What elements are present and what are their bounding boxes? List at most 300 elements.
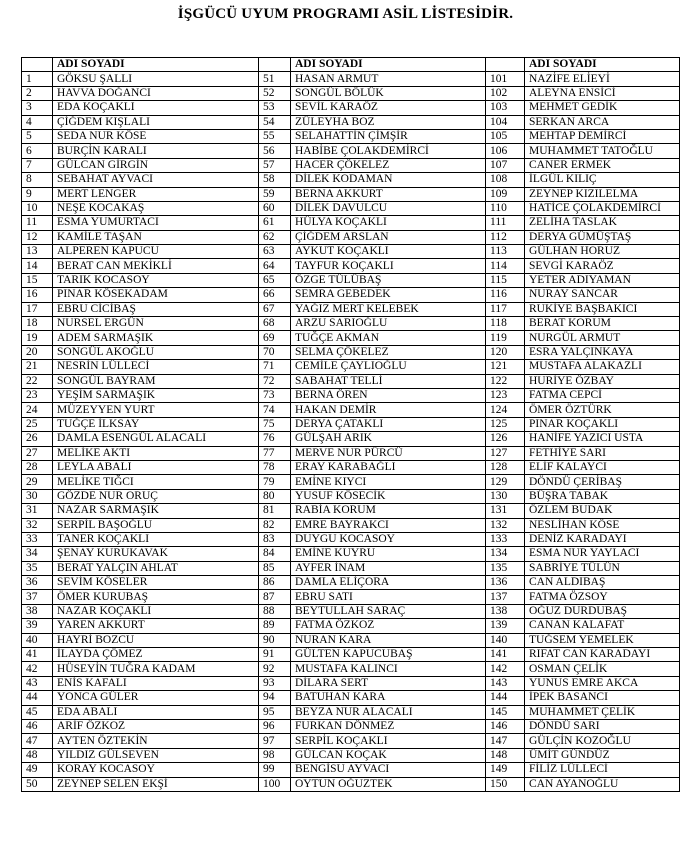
participant-name-cell: ESMA YUMURTACI xyxy=(53,216,259,230)
participant-name-cell: FATMA ÖZSOY xyxy=(525,590,680,604)
row-number-cell: 148 xyxy=(486,748,525,762)
table-row xyxy=(22,288,680,302)
row-number-cell: 12 xyxy=(22,230,53,244)
participant-name-cell: HABİBE ÇOLAKDEMİRCİ xyxy=(291,144,486,158)
row-number-cell: 108 xyxy=(486,173,525,187)
participant-name-cell: EMRE BAYRAKCI xyxy=(291,518,486,532)
row-number-cell: 23 xyxy=(22,388,53,402)
row-number-cell: 52 xyxy=(259,86,291,100)
participant-name-cell: SEDA NUR KÖSE xyxy=(53,129,259,143)
participant-name-cell: DUYGU KOCASOY xyxy=(291,532,486,546)
header-number-cell xyxy=(259,58,291,72)
row-number-cell: 70 xyxy=(259,345,291,359)
row-number-cell: 93 xyxy=(259,676,291,690)
participant-name-cell: NURGÜL ARMUT xyxy=(525,331,680,345)
row-number-cell: 24 xyxy=(22,403,53,417)
row-number-cell: 98 xyxy=(259,748,291,762)
row-number-cell: 79 xyxy=(259,475,291,489)
row-number-cell: 90 xyxy=(259,633,291,647)
row-number-cell: 46 xyxy=(22,719,53,733)
row-number-cell: 150 xyxy=(486,777,525,791)
row-number-cell: 131 xyxy=(486,504,525,518)
row-number-cell: 120 xyxy=(486,345,525,359)
participant-name-cell: GÜLCAN KOÇAK xyxy=(291,748,486,762)
row-number-cell: 71 xyxy=(259,360,291,374)
participant-name-cell: DERYA GÜMÜŞTAŞ xyxy=(525,230,680,244)
row-number-cell: 63 xyxy=(259,245,291,259)
table-row xyxy=(22,345,680,359)
participant-name-cell: AYTEN ÖZTEKİN xyxy=(53,734,259,748)
header-number-cell xyxy=(486,58,525,72)
participant-name-cell: FİLİZ LÜLLECİ xyxy=(525,763,680,777)
participant-name-cell: NEŞE KOCAKAŞ xyxy=(53,201,259,215)
row-number-cell: 59 xyxy=(259,187,291,201)
participant-name-cell: ESMA NUR YAYLACI xyxy=(525,547,680,561)
table-row xyxy=(22,734,680,748)
row-number-cell: 132 xyxy=(486,518,525,532)
row-number-cell: 62 xyxy=(259,230,291,244)
row-number-cell: 135 xyxy=(486,561,525,575)
participant-name-cell: SEMRA GEBEDEK xyxy=(291,288,486,302)
row-number-cell: 142 xyxy=(486,662,525,676)
participant-name-cell: OYTUN OĞUZTEK xyxy=(291,777,486,791)
participant-name-cell: DERYA ÇATAKLI xyxy=(291,417,486,431)
row-number-cell: 22 xyxy=(22,374,53,388)
table-row xyxy=(22,388,680,402)
row-number-cell: 118 xyxy=(486,317,525,331)
table-row xyxy=(22,101,680,115)
participant-name-cell: HANİFE YAZICI USTA xyxy=(525,432,680,446)
participant-name-cell: SEVİM KÖSELER xyxy=(53,576,259,590)
participant-name-cell: CANAN KALAFAT xyxy=(525,619,680,633)
row-number-cell: 102 xyxy=(486,86,525,100)
participant-name-cell: GÜLÇİN KOZOĞLU xyxy=(525,734,680,748)
participant-name-cell: GÜLHAN HORUZ xyxy=(525,245,680,259)
row-number-cell: 121 xyxy=(486,360,525,374)
table-row xyxy=(22,273,680,287)
row-number-cell: 6 xyxy=(22,144,53,158)
participant-name-cell: BURÇİN KARALI xyxy=(53,144,259,158)
row-number-cell: 45 xyxy=(22,705,53,719)
participant-name-cell: ÇİĞDEM KIŞLALI xyxy=(53,115,259,129)
participant-name-cell: FETHİYE SARI xyxy=(525,446,680,460)
table-row xyxy=(22,72,680,86)
row-number-cell: 143 xyxy=(486,676,525,690)
row-number-cell: 49 xyxy=(22,763,53,777)
row-number-cell: 115 xyxy=(486,273,525,287)
row-number-cell: 35 xyxy=(22,561,53,575)
participant-name-cell: YEŞİM SARMAŞIK xyxy=(53,388,259,402)
participant-name-cell: SERKAN ARCA xyxy=(525,115,680,129)
participant-name-cell: BERAT CAN MEKİKLİ xyxy=(53,259,259,273)
row-number-cell: 96 xyxy=(259,719,291,733)
row-number-cell: 1 xyxy=(22,72,53,86)
participant-name-cell: ÇİĞDEM ARSLAN xyxy=(291,230,486,244)
row-number-cell: 92 xyxy=(259,662,291,676)
row-number-cell: 123 xyxy=(486,388,525,402)
participant-name-cell: MELİKE TIĞCI xyxy=(53,475,259,489)
participant-name-cell: HAYRİ BOZCU xyxy=(53,633,259,647)
row-number-cell: 104 xyxy=(486,115,525,129)
row-number-cell: 78 xyxy=(259,460,291,474)
table-row xyxy=(22,115,680,129)
table-row xyxy=(22,619,680,633)
row-number-cell: 82 xyxy=(259,518,291,532)
row-number-cell: 4 xyxy=(22,115,53,129)
participant-name-cell: ÖMER KURUBAŞ xyxy=(53,590,259,604)
row-number-cell: 146 xyxy=(486,719,525,733)
row-number-cell: 94 xyxy=(259,691,291,705)
participant-name-cell: SEVGİ KARAÖZ xyxy=(525,259,680,273)
row-number-cell: 147 xyxy=(486,734,525,748)
participant-name-cell: PINAR KÖSEKADAM xyxy=(53,288,259,302)
row-number-cell: 37 xyxy=(22,590,53,604)
row-number-cell: 48 xyxy=(22,748,53,762)
table-row xyxy=(22,302,680,316)
row-number-cell: 10 xyxy=(22,201,53,215)
participant-name-cell: MERVE NUR PÜRCÜ xyxy=(291,446,486,460)
row-number-cell: 30 xyxy=(22,489,53,503)
row-number-cell: 15 xyxy=(22,273,53,287)
participant-name-cell: NAZAR SARMAŞIK xyxy=(53,504,259,518)
row-number-cell: 84 xyxy=(259,547,291,561)
row-number-cell: 87 xyxy=(259,590,291,604)
table-row xyxy=(22,216,680,230)
participant-name-cell: NAZİFE ELİEYİ xyxy=(525,72,680,86)
row-number-cell: 125 xyxy=(486,417,525,431)
participant-name-cell: DİLARA SERT xyxy=(291,676,486,690)
participant-name-cell: OSMAN ÇELİK xyxy=(525,662,680,676)
table-row xyxy=(22,719,680,733)
participant-name-cell: SELMA ÇÖKELEZ xyxy=(291,345,486,359)
header-name-cell: ADI SOYADI xyxy=(53,58,259,72)
table-row xyxy=(22,173,680,187)
participant-name-cell: DÖNDÜ SARI xyxy=(525,719,680,733)
participant-name-cell: GÜLŞAH ARIK xyxy=(291,432,486,446)
participant-name-cell: RUKİYE BAŞBAKICI xyxy=(525,302,680,316)
participant-name-cell: YUNUS EMRE AKCA xyxy=(525,676,680,690)
row-number-cell: 119 xyxy=(486,331,525,345)
table-row xyxy=(22,561,680,575)
row-number-cell: 122 xyxy=(486,374,525,388)
row-number-cell: 32 xyxy=(22,518,53,532)
participant-name-cell: ERAY KARABAĞLI xyxy=(291,460,486,474)
row-number-cell: 105 xyxy=(486,129,525,143)
participant-name-cell: GÜLTEN KAPUCUBAŞ xyxy=(291,648,486,662)
participant-name-cell: AYFER İNAM xyxy=(291,561,486,575)
row-number-cell: 74 xyxy=(259,403,291,417)
participant-name-cell: NURAY SANCAR xyxy=(525,288,680,302)
participant-name-cell: RABİA KORUM xyxy=(291,504,486,518)
table-row xyxy=(22,691,680,705)
row-number-cell: 34 xyxy=(22,547,53,561)
row-number-cell: 88 xyxy=(259,604,291,618)
participant-name-cell: MÜZEYYEN YURT xyxy=(53,403,259,417)
participant-name-cell: TARIK KOCASOY xyxy=(53,273,259,287)
row-number-cell: 73 xyxy=(259,388,291,402)
table-row xyxy=(22,432,680,446)
participant-name-cell: ADEM SARMAŞIK xyxy=(53,331,259,345)
participant-table xyxy=(21,57,680,792)
row-number-cell: 100 xyxy=(259,777,291,791)
participant-name-cell: EMİNE KUYRU xyxy=(291,547,486,561)
row-number-cell: 25 xyxy=(22,417,53,431)
participant-name-cell: ARZU SARIOĞLU xyxy=(291,317,486,331)
participant-name-cell: CAN AYANOĞLU xyxy=(525,777,680,791)
participant-name-cell: BERNA AKKURT xyxy=(291,187,486,201)
row-number-cell: 95 xyxy=(259,705,291,719)
participant-name-cell: İLGÜL KILIÇ xyxy=(525,173,680,187)
row-number-cell: 3 xyxy=(22,101,53,115)
row-number-cell: 53 xyxy=(259,101,291,115)
row-number-cell: 80 xyxy=(259,489,291,503)
participant-name-cell: ZÜLEYHA BOZ xyxy=(291,115,486,129)
participant-name-cell: SERPİL KOÇAKLI xyxy=(291,734,486,748)
row-number-cell: 127 xyxy=(486,446,525,460)
participant-name-cell: KAMİLE TAŞAN xyxy=(53,230,259,244)
participant-name-cell: ZEYNEP SELEN EKŞİ xyxy=(53,777,259,791)
participant-name-cell: ÖMER ÖZTÜRK xyxy=(525,403,680,417)
row-number-cell: 19 xyxy=(22,331,53,345)
row-number-cell: 137 xyxy=(486,590,525,604)
participant-name-cell: TUĞSEM YEMELEK xyxy=(525,633,680,647)
participant-name-cell: GÖZDE NUR ORUÇ xyxy=(53,489,259,503)
header-name-cell: ADI SOYADI xyxy=(291,58,486,72)
participant-name-cell: NURAN KARA xyxy=(291,633,486,647)
document-title: İŞGÜCÜ UYUM PROGRAMI ASİL LİSTESİDİR. xyxy=(177,6,514,22)
participant-name-cell: BATUHAN KARA xyxy=(291,691,486,705)
participant-name-cell: HAKAN DEMİR xyxy=(291,403,486,417)
table-row xyxy=(22,662,680,676)
participant-name-cell: İLAYDA ÇÖMEZ xyxy=(53,648,259,662)
participant-name-cell: HÜLYA KOÇAKLI xyxy=(291,216,486,230)
table-row xyxy=(22,331,680,345)
table-row xyxy=(22,144,680,158)
participant-name-cell: EDA ABALI xyxy=(53,705,259,719)
row-number-cell: 39 xyxy=(22,619,53,633)
row-number-cell: 124 xyxy=(486,403,525,417)
participant-name-cell: CANER ERMEK xyxy=(525,158,680,172)
participant-name-cell: BERAT KORUM xyxy=(525,317,680,331)
participant-name-cell: FATMA CEPCİ xyxy=(525,388,680,402)
table-row xyxy=(22,446,680,460)
table-row xyxy=(22,676,680,690)
participant-name-cell: BEYTULLAH SARAÇ xyxy=(291,604,486,618)
row-number-cell: 38 xyxy=(22,604,53,618)
participant-name-cell: GÖKSU ŞALLI xyxy=(53,72,259,86)
table-row xyxy=(22,317,680,331)
participant-name-cell: ÜMİT GÜNDÜZ xyxy=(525,748,680,762)
participant-name-cell: ALEYNA ENSİCİ xyxy=(525,86,680,100)
row-number-cell: 8 xyxy=(22,173,53,187)
row-number-cell: 56 xyxy=(259,144,291,158)
row-number-cell: 139 xyxy=(486,619,525,633)
row-number-cell: 109 xyxy=(486,187,525,201)
row-number-cell: 5 xyxy=(22,129,53,143)
participant-name-cell: YUSUF KÖSECİK xyxy=(291,489,486,503)
row-number-cell: 75 xyxy=(259,417,291,431)
row-number-cell: 42 xyxy=(22,662,53,676)
table-row xyxy=(22,417,680,431)
row-number-cell: 72 xyxy=(259,374,291,388)
participant-name-cell: SERPİL BAŞOĞLU xyxy=(53,518,259,532)
participant-name-cell: DAMLA ELİÇORA xyxy=(291,576,486,590)
row-number-cell: 2 xyxy=(22,86,53,100)
row-number-cell: 40 xyxy=(22,633,53,647)
row-number-cell: 67 xyxy=(259,302,291,316)
table-row xyxy=(22,604,680,618)
participant-name-cell: ARİF ÖZKOZ xyxy=(53,719,259,733)
table-row xyxy=(22,129,680,143)
table-row xyxy=(22,245,680,259)
row-number-cell: 9 xyxy=(22,187,53,201)
row-number-cell: 61 xyxy=(259,216,291,230)
participant-name-cell: SEBAHAT AYVACI xyxy=(53,173,259,187)
row-number-cell: 16 xyxy=(22,288,53,302)
participant-name-cell: CEMİLE ÇAYLIOĞLU xyxy=(291,360,486,374)
participant-name-cell: LEYLA ABALI xyxy=(53,460,259,474)
row-number-cell: 33 xyxy=(22,532,53,546)
row-number-cell: 76 xyxy=(259,432,291,446)
row-number-cell: 18 xyxy=(22,317,53,331)
row-number-cell: 91 xyxy=(259,648,291,662)
row-number-cell: 149 xyxy=(486,763,525,777)
participant-name-cell: DÖNDÜ ÇERİBAŞ xyxy=(525,475,680,489)
row-number-cell: 57 xyxy=(259,158,291,172)
participant-name-cell: DAMLA ESENGÜL ALACALI xyxy=(53,432,259,446)
row-number-cell: 36 xyxy=(22,576,53,590)
participant-name-cell: SABRİYE TÜLÜN xyxy=(525,561,680,575)
row-number-cell: 126 xyxy=(486,432,525,446)
row-number-cell: 97 xyxy=(259,734,291,748)
participant-name-cell: MERT LENGER xyxy=(53,187,259,201)
row-number-cell: 128 xyxy=(486,460,525,474)
participant-name-cell: TANER KOÇAKLI xyxy=(53,532,259,546)
participant-name-cell: NESRİN LÜLLECİ xyxy=(53,360,259,374)
participant-name-cell: SONGÜL BAYRAM xyxy=(53,374,259,388)
row-number-cell: 21 xyxy=(22,360,53,374)
participant-name-cell: ŞENAY KURUKAVAK xyxy=(53,547,259,561)
row-number-cell: 20 xyxy=(22,345,53,359)
row-number-cell: 50 xyxy=(22,777,53,791)
table-row xyxy=(22,475,680,489)
participant-name-cell: PINAR KOÇAKLI xyxy=(525,417,680,431)
participant-name-cell: YAĞIZ MERT KELEBEK xyxy=(291,302,486,316)
participant-name-cell: MEHTAP DEMİRCİ xyxy=(525,129,680,143)
row-number-cell: 133 xyxy=(486,532,525,546)
table-row xyxy=(22,489,680,503)
row-number-cell: 134 xyxy=(486,547,525,561)
table-row xyxy=(22,259,680,273)
table-row xyxy=(22,374,680,388)
row-number-cell: 31 xyxy=(22,504,53,518)
participant-name-cell: SELAHATTİN ÇİMŞİR xyxy=(291,129,486,143)
row-number-cell: 107 xyxy=(486,158,525,172)
row-number-cell: 7 xyxy=(22,158,53,172)
row-number-cell: 81 xyxy=(259,504,291,518)
participant-name-cell: BERAT YALÇIN AHLAT xyxy=(53,561,259,575)
row-number-cell: 111 xyxy=(486,216,525,230)
row-number-cell: 44 xyxy=(22,691,53,705)
participant-name-cell: BENGİSU AYVACI xyxy=(291,763,486,777)
participant-name-cell: İPEK BASANCI xyxy=(525,691,680,705)
participant-name-cell: ÖZGE TÜLÜBAŞ xyxy=(291,273,486,287)
participant-name-cell: DENİZ KARADAYI xyxy=(525,532,680,546)
row-number-cell: 47 xyxy=(22,734,53,748)
row-number-cell: 138 xyxy=(486,604,525,618)
participant-name-cell: ZELİHA TASLAK xyxy=(525,216,680,230)
header-number-cell xyxy=(22,58,53,72)
table-row xyxy=(22,518,680,532)
participant-name-cell: EMİNE KIYCI xyxy=(291,475,486,489)
table-row xyxy=(22,86,680,100)
row-number-cell: 58 xyxy=(259,173,291,187)
participant-name-cell: SONGÜL AKOĞLU xyxy=(53,345,259,359)
table-row xyxy=(22,201,680,215)
row-number-cell: 110 xyxy=(486,201,525,215)
row-number-cell: 41 xyxy=(22,648,53,662)
row-number-cell: 55 xyxy=(259,129,291,143)
row-number-cell: 28 xyxy=(22,460,53,474)
row-number-cell: 144 xyxy=(486,691,525,705)
row-number-cell: 140 xyxy=(486,633,525,647)
participant-name-cell: HASAN ARMUT xyxy=(291,72,486,86)
table-row xyxy=(22,532,680,546)
row-number-cell: 136 xyxy=(486,576,525,590)
table-row xyxy=(22,360,680,374)
participant-name-cell: NAZAR KOÇAKLI xyxy=(53,604,259,618)
table-row xyxy=(22,763,680,777)
participant-name-cell: HACER ÇÖKELEZ xyxy=(291,158,486,172)
row-number-cell: 51 xyxy=(259,72,291,86)
participant-name-cell: NESLİHAN KÖSE xyxy=(525,518,680,532)
row-number-cell: 83 xyxy=(259,532,291,546)
table-row xyxy=(22,633,680,647)
table-row xyxy=(22,576,680,590)
participant-name-cell: EBRU SATI xyxy=(291,590,486,604)
participant-name-cell: MEHMET GEDİK xyxy=(525,101,680,115)
row-number-cell: 17 xyxy=(22,302,53,316)
row-number-cell: 85 xyxy=(259,561,291,575)
participant-name-cell: YONCA GÜLER xyxy=(53,691,259,705)
row-number-cell: 117 xyxy=(486,302,525,316)
participant-name-cell: FURKAN DÖNMEZ xyxy=(291,719,486,733)
row-number-cell: 103 xyxy=(486,101,525,115)
participant-name-cell: BERNA ÖREN xyxy=(291,388,486,402)
participant-name-cell: ÖZLEM BUDAK xyxy=(525,504,680,518)
participant-name-cell: YILDIZ GÜLSEVEN xyxy=(53,748,259,762)
row-number-cell: 141 xyxy=(486,648,525,662)
table-row xyxy=(22,648,680,662)
participant-name-cell: ESRA YALÇINKAYA xyxy=(525,345,680,359)
row-number-cell: 65 xyxy=(259,273,291,287)
participant-name-cell: EDA KOÇAKLI xyxy=(53,101,259,115)
row-number-cell: 77 xyxy=(259,446,291,460)
row-number-cell: 69 xyxy=(259,331,291,345)
participant-name-cell: TUĞÇE AKMAN xyxy=(291,331,486,345)
row-number-cell: 145 xyxy=(486,705,525,719)
row-number-cell: 129 xyxy=(486,475,525,489)
row-number-cell: 26 xyxy=(22,432,53,446)
participant-name-cell: BEYZA NUR ALACALI xyxy=(291,705,486,719)
participant-name-cell: NURSEL ERGÜN xyxy=(53,317,259,331)
participant-name-cell: ENİS KAFALI xyxy=(53,676,259,690)
table-row xyxy=(22,748,680,762)
participant-name-cell: TAYFUR KOÇAKLI xyxy=(291,259,486,273)
row-number-cell: 68 xyxy=(259,317,291,331)
participant-name-cell: FATMA ÖZKOZ xyxy=(291,619,486,633)
participant-name-cell: HURİYE ÖZBAY xyxy=(525,374,680,388)
